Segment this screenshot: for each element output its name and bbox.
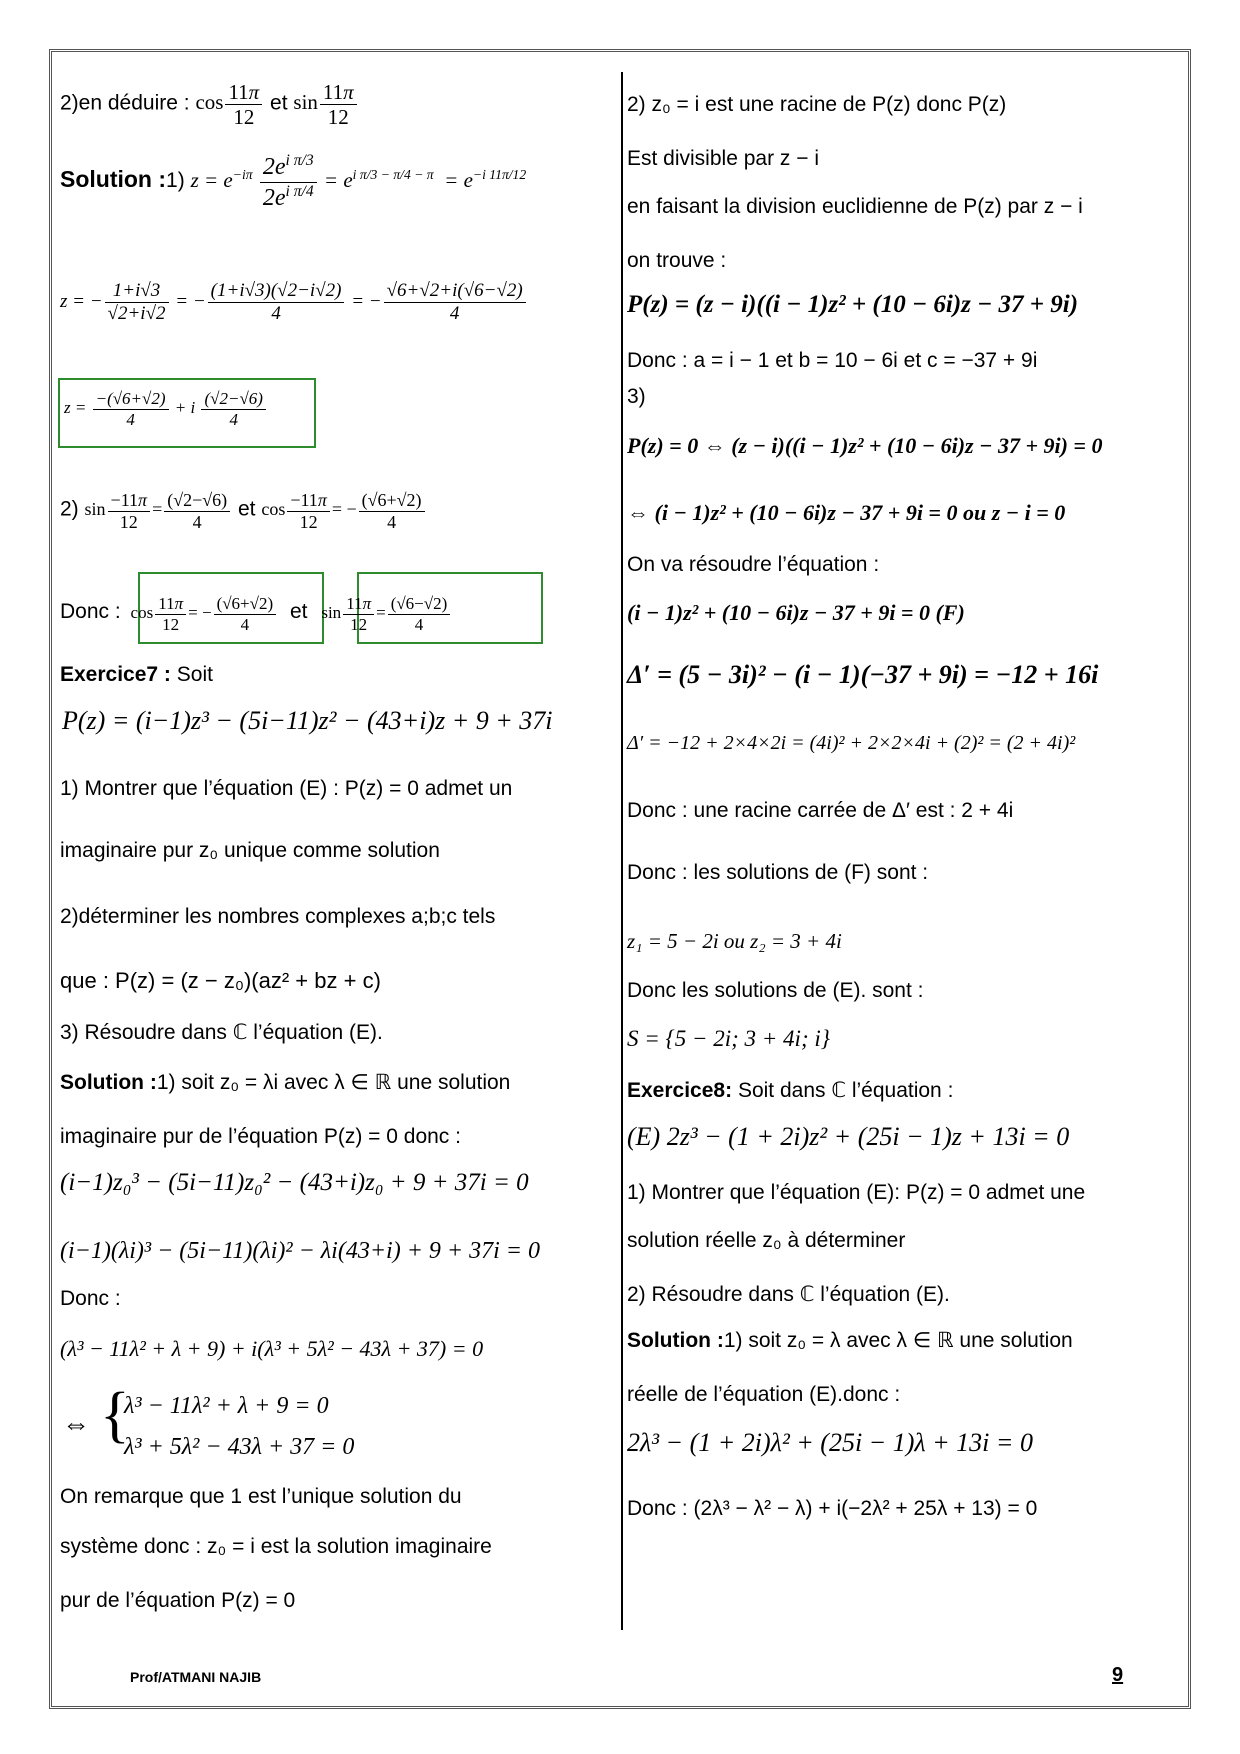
ex7-q1-a: 1) Montrer que l’équation (E) : P(z) = 0 admet un (60, 777, 513, 800)
remark-1: On remarque que 1 est l’unique solution du (60, 1485, 462, 1508)
ex8-q1-b: solution réelle z₀ à déterminer (627, 1229, 906, 1252)
solution-label: Solution : (60, 165, 167, 192)
q2-result (60, 490, 427, 532)
solution1-line (60, 152, 526, 242)
et-label: et (237, 497, 256, 521)
donc-boxes (60, 594, 452, 634)
cos-result: cos $\frac{-11\pi}{12}$ = − $\frac{(√6+√2)}{4}$ (261, 499, 426, 519)
r-delta-square: Δ′ = −12 + 2×4×2i = (4i)² + 2×2×4i + (2)² = (2 + 4i)² (627, 732, 1076, 754)
r-delta-prime: Δ′ = (5 − 3i)² − (i − 1)(−37 + 9i) = −12 + 16i (627, 660, 1099, 689)
r-abc-values: Donc : a = i − 1 et b = 10 − 6i et c = −37 + 9i (627, 349, 1038, 372)
ex7-eq2: (i−1)(λi)³ − (5i−11)(λi)² − λi(43+i) + 9 + 37i = 0 (60, 1238, 540, 1264)
system-eq2: λ³ + 5λ² − 43λ + 37 = 0 (124, 1434, 355, 1460)
r-division-result: P(z) = (z − i)((i − 1)z² + (10 − 6i)z − 37 + 9i) (627, 291, 1079, 318)
soit-label: Soit (176, 663, 213, 686)
ex8-solution-line (627, 1328, 1073, 1354)
column-divider (621, 72, 623, 1630)
brace-icon: { (100, 1381, 130, 1449)
ex7-polynomial: P(z) = (i−1)z³ − (5i−11)z² − (43+i)z + 9 + 37i (62, 706, 553, 735)
r-resolve-label: On va résoudre l’équation : (627, 553, 880, 576)
solution1-expr: $z = e^{-i\pi}$ $\frac{2e^{i \pi/3}}{2e^{i \pi/4}}$ = $e^{i \pi/3 - \pi/4 - \pi} = e^{-i 11\pi/12}$ (190, 152, 527, 211)
r-factorised-eq: P(z) = 0 ⇔ (z − i)((i − 1)z² + (10 − 6i)z − 37 + 9i) = 0 (627, 433, 1103, 458)
r-part3-label: 3) (627, 385, 646, 408)
ex7-q2-a: 2)déterminer les nombres complexes a;b;c tels (60, 905, 496, 928)
et-label: et (270, 91, 288, 115)
z-calc (60, 280, 528, 325)
exercise8-heading: Exercice8: (627, 1079, 733, 1102)
left-q2-deduce (60, 80, 359, 129)
z-boxed-expr: z = $\frac{-(√6+√2)}{4}$ + i $\frac{(√2-√6)}{4}$ (64, 398, 268, 417)
sin-boxed: sin $\frac{11\pi}{12}$ = $\frac{(√6-√2)}{4}$ (321, 603, 452, 622)
r-sqrt-delta: Donc : une racine carrée de Δ′ est : 2 + 4i (627, 799, 1014, 822)
ex8-sol-1: 1) soit z₀ = λ avec λ ∈ ℝ une solution (723, 1329, 1073, 1352)
ex8-sol-2: réelle de l’équation (E).donc : (627, 1383, 901, 1406)
r-solutions-F: z₁ = 5 − 2i ou z₂ = 3 + 4i (627, 929, 842, 953)
solution-label: Solution : (627, 1329, 724, 1352)
ex7-q2-b: que : P(z) = (z − z₀)(az² + bz + c) (60, 968, 381, 993)
ex8-title (627, 1078, 953, 1104)
r-line-3: en faisant la division euclidienne de P(z) par z − i (627, 195, 1083, 218)
ex7-solution-line (60, 1070, 510, 1096)
ex7-sol-2: imaginaire pur de l’équation P(z) = 0 donc : (60, 1125, 461, 1148)
ex7-title (60, 662, 213, 688)
ex8-q2: 2) Résoudre dans ℂ l’équation (E). (627, 1283, 950, 1306)
r-equivalence: ⇔ (i − 1)z² + (10 − 6i)z − 37 + 9i = 0 ou z − i = 0 (627, 500, 1066, 525)
solution-label: Solution : (60, 1071, 157, 1094)
r-line-4: on trouve : (627, 249, 727, 272)
solution-num: 1) (166, 168, 185, 192)
z-boxed (64, 389, 268, 429)
ex7-eq3: (λ³ − 11λ² + λ + 9) + i(λ³ + 5λ² − 43λ + 37) = 0 (60, 1336, 484, 1361)
ex8-equation: (E) 2z³ − (1 + 2i)z² + (25i − 1)z + 13i = 0 (627, 1122, 1070, 1151)
footer-author: Prof/ATMANI NAJIB (130, 1669, 262, 1685)
ex7-sol-1: 1) soit z₀ = λi avec λ ∈ ℝ une solution (156, 1071, 511, 1094)
sin-11pi-12: sin $\frac{11\pi}{12}$ (293, 90, 358, 114)
system-eq1: λ³ − 11λ² + λ + 9 = 0 (124, 1393, 329, 1419)
r-line-2: Est divisible par z − i (627, 147, 819, 170)
donc-label: Donc : (60, 599, 121, 623)
ex8-eq2: 2λ³ − (1 + 2i)λ² + (25i − 1)λ + 13i = 0 (627, 1428, 1033, 1457)
ex7-eq1: (i−1)z₀³ − (5i−11)z₀² − (43+i)z₀ + 9 + 37i = 0 (60, 1169, 529, 1196)
exercise7-heading: Exercice7 : (60, 663, 171, 686)
r-line-1: 2) z₀ = i est une racine de P(z) donc P(z) (627, 93, 1007, 116)
cos-boxed: cos $\frac{11\pi}{12}$ = − $\frac{(√6+√2)}{4}$ (131, 603, 279, 622)
q2-label: 2)en déduire : (60, 91, 190, 115)
ex8-suffix: Soit dans ℂ l’équation : (737, 1079, 954, 1102)
q2-result-label: 2) (60, 497, 79, 521)
r-solutions-E-label: Donc les solutions de (E). sont : (627, 979, 924, 1002)
page-number: 9 (1112, 1664, 1124, 1686)
r-solution-set: S = {5 − 2i; 3 + 4i; i} (627, 1026, 830, 1051)
r-solutions-F-label: Donc : les solutions de (F) sont : (627, 861, 929, 884)
ex8-q1-a: 1) Montrer que l’équation (E): P(z) = 0 admet une (627, 1181, 1086, 1204)
equivalence-icon: ⇔ (62, 1409, 90, 1440)
z-calc-expr: z = − $\frac{1+i√3}{√2+i√2}$ = − $\frac{(1+i√3)(√2-i√2)}{4}$ = − $\frac{√6+√2+i(√6-√2)}{4}$ (60, 291, 528, 312)
et-label: et (289, 599, 308, 623)
ex8-eq3: Donc : (2λ³ − λ² − λ) + i(−2λ² + 25λ + 13) = 0 (627, 1497, 1038, 1520)
r-equation-F: (i − 1)z² + (10 − 6i)z − 37 + 9i = 0 (F) (627, 600, 965, 625)
cos-11pi-12: cos $\frac{11\pi}{12}$ (195, 90, 264, 114)
sin-result: sin $\frac{-11\pi}{12}$ = $\frac{(√2-√6)}{4}$ (85, 499, 233, 519)
ex7-q1-b: imaginaire pur z₀ unique comme solution (60, 839, 440, 862)
donc-label: Donc : (60, 1287, 121, 1310)
ex7-q3: 3) Résoudre dans ℂ l’équation (E). (60, 1021, 383, 1044)
remark-2: système donc : z₀ = i est la solution imaginaire (60, 1535, 492, 1558)
remark-3: pur de l’équation P(z) = 0 (60, 1589, 296, 1612)
